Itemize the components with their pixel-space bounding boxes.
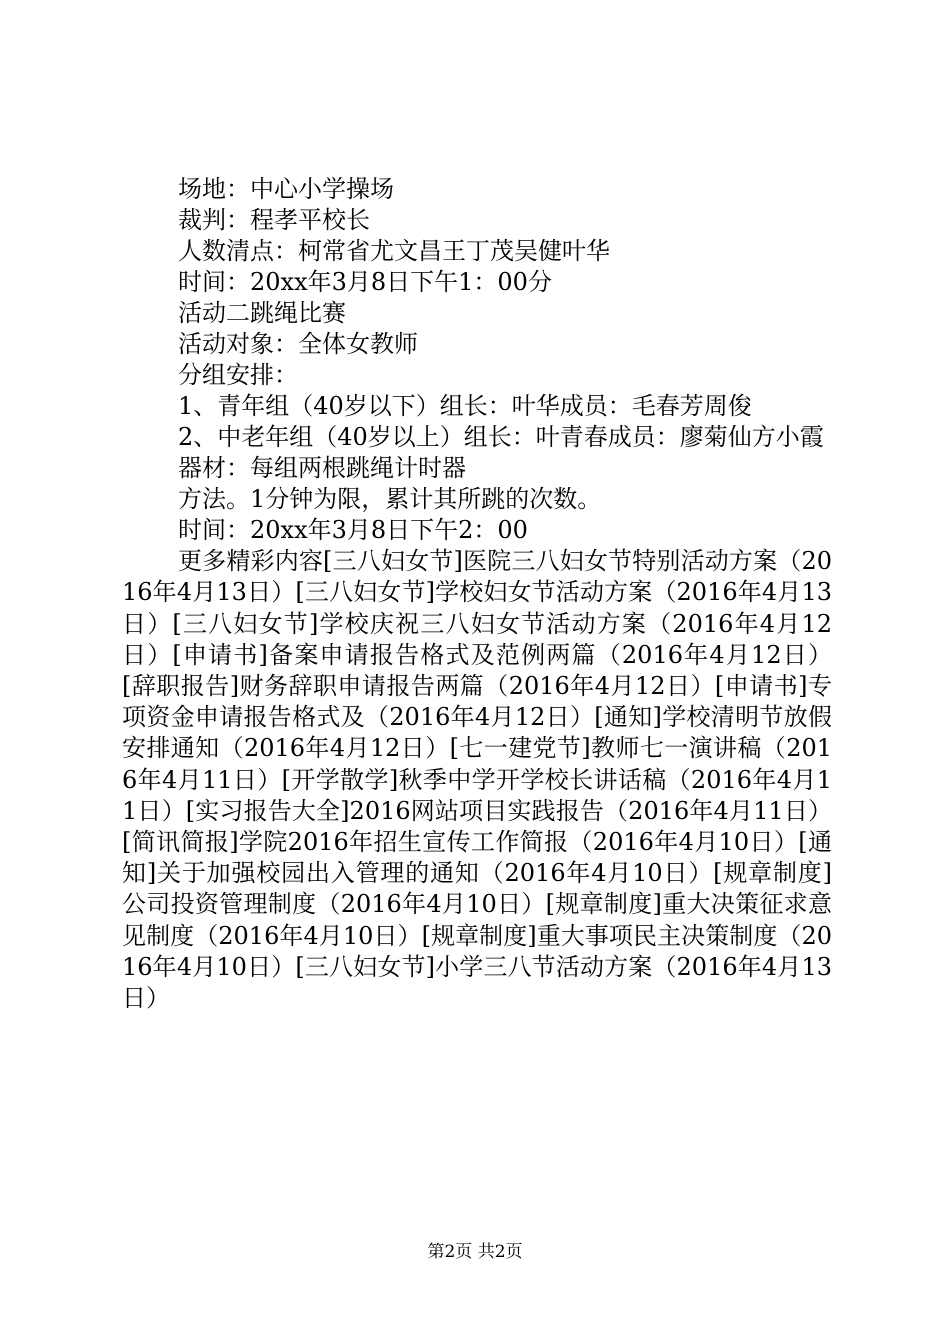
headcount-line: 人数清点：柯常省尤文昌王丁茂吴健叶华 xyxy=(178,237,610,265)
document-body xyxy=(122,174,832,1014)
time-line-activity-two: 时间：20xx年3月8日下午2：00 xyxy=(178,516,528,545)
group-two-line: 2、中老年组（40岁以上）组长：叶青春成员：廖菊仙方小霞 xyxy=(178,423,824,451)
activity-target-line: 活动对象：全体女教师 xyxy=(178,330,418,358)
page-footer: 第2页 共2页 xyxy=(427,1242,523,1262)
group-one-line: 1、青年组（40岁以下）组长：叶华成员：毛春芳周俊 xyxy=(178,392,752,420)
more-content-links[interactable]: 更多精彩内容[三八妇女节]医院三八妇女节特别活动方案（2016年4月13日）[三八妇女节]学校妇女节活动方案（2016年4月13日）[三八妇女节]学校庆祝三八妇女节活动方案（2016年4月12日）[申请书]备案申请报告格式及范例两篇（2016年4月12日）[辞职报告]财务辞职申请报告两篇（2016年4月12日）[申请书]专项资金申请报告格式及（2016年4月12日）[通知]学校清明节放假安排通知（2016年4月12日）[七一建党节]教师七一演讲稿（2016年4月11日）[开学散学]秋季中学开学校长讲话稿（2016年4月11日）[实习报告大全]2016网站项目实践报告（2016年4月11日）[简讯简报]学院2016年招生宣传工作简报（2016年4月10日）[通知]关于加强校园出入管理的通知（2016年4月10日）[规章制度]公司投资管理制度（2016年4月10日）[规章制度]重大决策征求意见制度（2016年4月10日）[规章制度]重大事项民主决策制度（2016年4月10日）[三八妇女节]小学三八节活动方案（2016年4月13日） xyxy=(122,547,832,1013)
time-line-activity-one: 时间：20xx年3月8日下午1：00分 xyxy=(178,268,552,296)
equipment-line: 器材：每组两根跳绳计时器 xyxy=(178,454,466,483)
referee-line: 裁判：程孝平校长 xyxy=(178,206,370,234)
venue-line: 场地：中心小学操场 xyxy=(178,175,394,203)
activity-two-title: 活动二跳绳比赛 xyxy=(178,299,346,327)
method-line: 方法。1分钟为限，累计其所跳的次数。 xyxy=(178,485,602,514)
grouping-heading: 分组安排： xyxy=(178,361,298,389)
